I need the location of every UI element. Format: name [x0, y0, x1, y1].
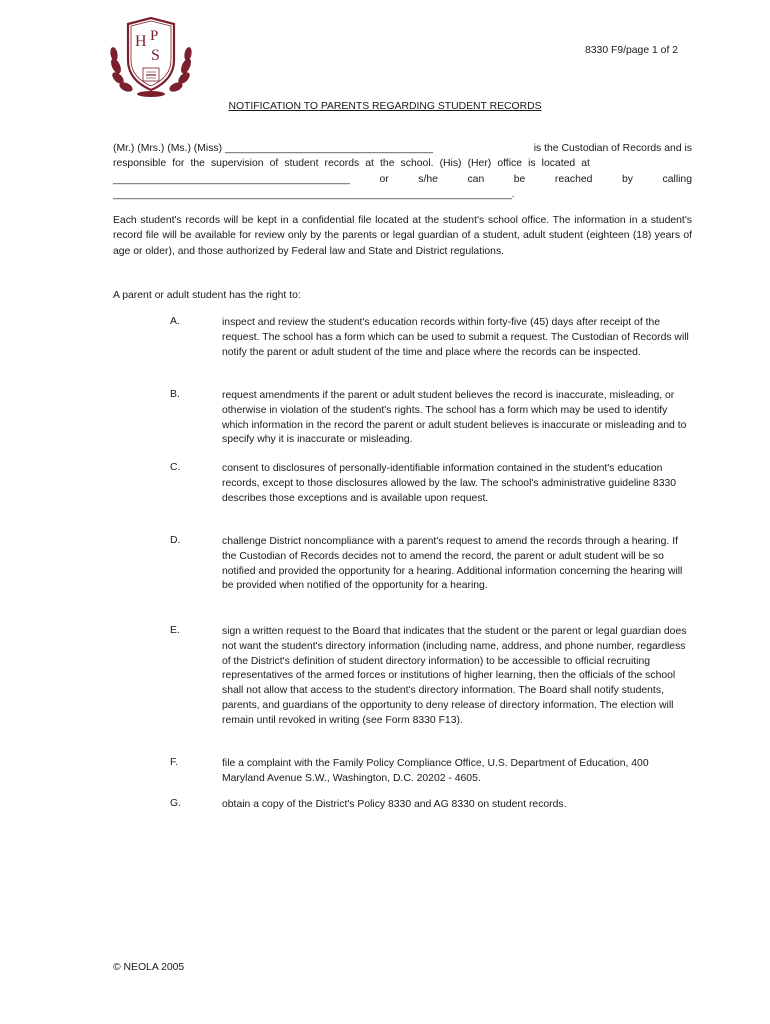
list-item-text: sign a written request to the Board that indicates that the student or the parent or legal guardian does not want the student's directory information (including name, address, and phone number, regardless of the District's definition of student directory information) to be accessible to official recruiting representatives of the armed forces or institutions of higher learning, then the officials of the school shall not allow that access to the student's directory information. The Board shall notify students, parents, and guardians of the opportunity to deny release of directory information. The election will remain until revoked in writing (see Form 8330 F13). — [222, 626, 687, 726]
list-item-letter: G. — [170, 798, 181, 809]
school-crest-logo — [106, 14, 196, 98]
custodian-role-text: is the Custodian of Records and is — [533, 143, 692, 154]
office-location-blank: _________________________________________ — [113, 173, 350, 185]
reach-word: by — [622, 173, 633, 185]
page-reference: 8330 F9/page 1 of 2 — [584, 45, 678, 56]
reach-word: reached — [554, 173, 593, 185]
list-item-letter: B. — [170, 389, 180, 400]
logo-letter-s: S — [151, 47, 160, 64]
list-item-text: consent to disclosures of personally-identifiable information contained in the student's education records, except to those disclosures allowed by the law. The school's administrative guideline 8330 describes those exceptions and is available upon request. — [222, 463, 677, 504]
list-item-letter: F. — [170, 757, 179, 768]
reach-word: can — [467, 173, 485, 185]
list-item-text: challenge District noncompliance with a parent's request to amend the records through a hearing. If the Custodian of Records decides not to amend the record, the parent or adult student will be so notified and provided the opportunity for a hearing. Additional information concerning the hearing will be provided when notified of the opportunity for a hearing. — [222, 536, 683, 592]
list-item-letter: D. — [170, 535, 181, 546]
custodian-name-blank: (Mr.) (Mrs.) (Ms.) (Miss) ____________________________________ — [113, 143, 433, 154]
copyright-footer: © NEOLA 2005 — [113, 962, 185, 973]
logo-letter-h: H — [135, 33, 147, 50]
records-paragraph: Each student's records will be kept in a confidential file located at the student's school office. The information in a student's record file will be available for review only by the parents or legal guardian of a student, adult student (eighteen (18) years of age or older), and those authorized by Federal law and State and District regulations. — [113, 215, 692, 257]
custodian-office-text: responsible for the supervision of student records at the school. (His) (Her) office is located at — [113, 158, 590, 170]
custodian-line-3 — [113, 172, 692, 187]
phone-blank: _____________________________________________________________________. — [113, 189, 515, 201]
reach-word: calling — [662, 173, 692, 185]
list-item-text: file a complaint with the Family Policy Compliance Office, U.S. Department of Education, 400 Maryland Avenue S.W., Washington, D.C. 20202 - 4605. — [222, 758, 649, 784]
custodian-paragraph — [113, 141, 692, 203]
list-item-letter: C. — [170, 462, 181, 473]
custodian-line-1 — [113, 141, 692, 156]
logo-letter-p: P — [150, 28, 159, 44]
list-item-text: request amendments if the parent or adult student believes the record is inaccurate, misleading, or otherwise in violation of the student's rights. The school has a form which may be used to identify which information in the record the parent or adult student believes is inaccurate or misleading and to specify why it is inaccurate or misleading. — [222, 390, 687, 446]
rights-intro: A parent or adult student has the right to: — [113, 290, 301, 301]
list-item-text: obtain a copy of the District's Policy 8330 and AG 8330 on student records. — [222, 799, 567, 810]
reach-word: s/he — [418, 173, 438, 185]
custodian-line-2 — [113, 156, 692, 171]
reach-word: or — [379, 173, 389, 185]
list-item-text: inspect and review the student's education records within forty-five (45) days after receipt of the request. The school has a form which can be used to submit a request. The Custodian of Records will notify the parent or adult student of the time and place where the records can be inspected. — [222, 317, 689, 358]
document-title: NOTIFICATION TO PARENTS REGARDING STUDENT RECORDS — [228, 101, 542, 112]
list-item-letter: E. — [170, 625, 180, 636]
list-item-letter: A. — [170, 316, 180, 327]
reach-word: be — [513, 173, 526, 185]
